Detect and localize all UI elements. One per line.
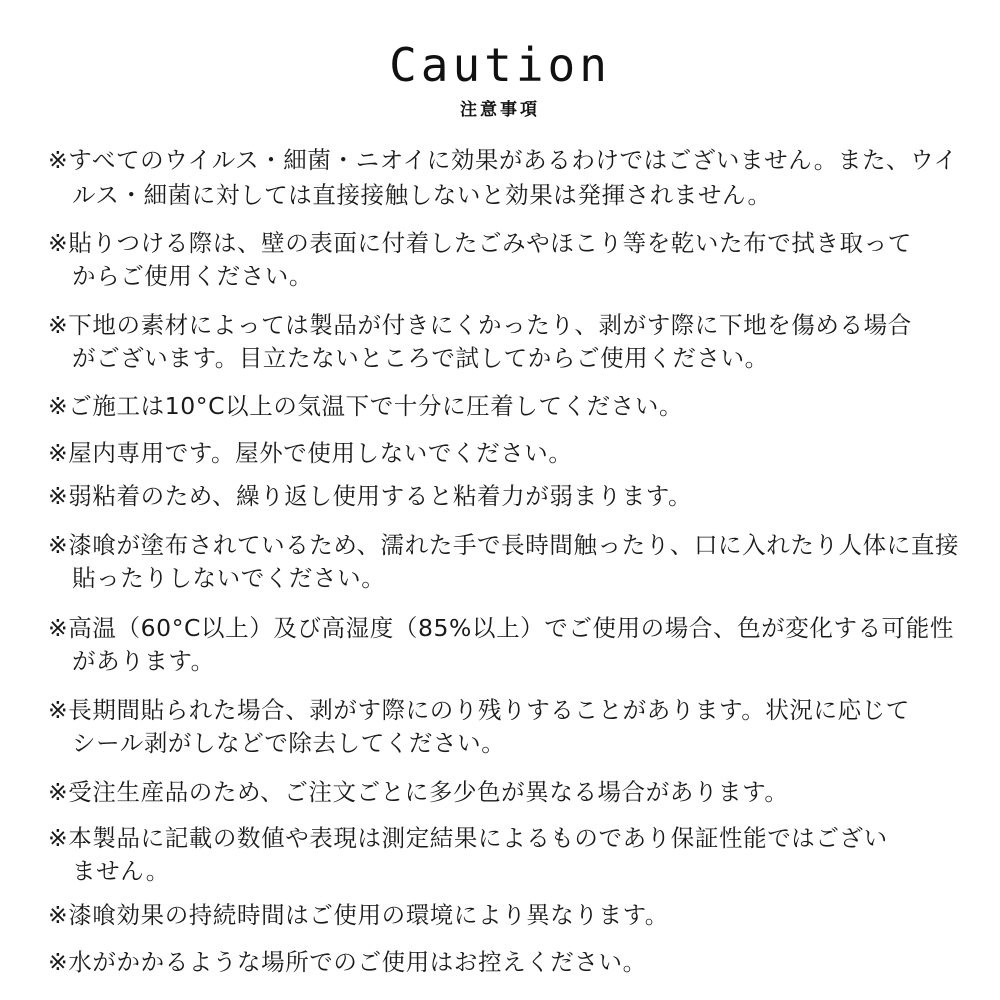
page-title: Caution [389,38,611,92]
caution-item-line: ※長期間貼られた場合、剥がす際にのり残りすることがあります。状況に応じて [48,696,910,724]
page-subtitle: 注意事項 [460,100,540,120]
caution-item-line: ません。 [72,857,170,885]
caution-item-line: があります。 [72,647,215,675]
caution-item-line: ※漆喰が塗布されているため、濡れた手で長時間触ったり、口に入れたり人体に直接 [48,531,960,559]
caution-item-line: ※受注生産品のため、ご注文ごとに多少色が異なる場合があります。 [48,778,789,806]
caution-item-line: シール剥がしなどで除去してください。 [72,729,506,757]
caution-item-line: ルス・細菌に対しては直接接触しないと効果は発揮されません。 [72,181,772,209]
caution-item-line: ※下地の素材によっては製品が付きにくかったり、剥がす際に下地を傷める場合 [48,311,912,339]
caution-item-line: からご使用ください。 [72,262,313,290]
caution-item-line: ※本製品に記載の数値や表現は測定結果によるものであり保証性能ではござい [48,824,888,852]
caution-item-line: ※貼りつける際は、壁の表面に付着したごみやほこり等を乾いた布で拭き取って [48,229,912,257]
caution-item-line: ※弱粘着のため、繰り返し使用すると粘着力が弱まります。 [48,482,693,510]
caution-item-line: ※漆喰効果の持続時間はご使用の環境により異なります。 [48,901,669,929]
caution-item-line: ※水がかかるような場所でのご使用はお控えください。 [48,948,647,976]
caution-item-line: 貼ったりしないでください。 [72,564,386,592]
caution-item-line: ※高温（60°C以上）及び高湿度（85%以上）でご使用の場合、色が変化する可能性 [48,614,954,642]
caution-item-line: ※屋内専用です。屋外で使用しないでください。 [48,439,573,467]
caution-item-line: ※ご施工は10°C以上の気温下で十分に圧着してください。 [48,392,684,420]
caution-item-line: がございます。目立たないところで試してからご使用ください。 [72,344,769,372]
caution-item-line: ※すべてのウイルス・細菌・ニオイに効果があるわけではございません。また、ウイ [48,146,958,174]
